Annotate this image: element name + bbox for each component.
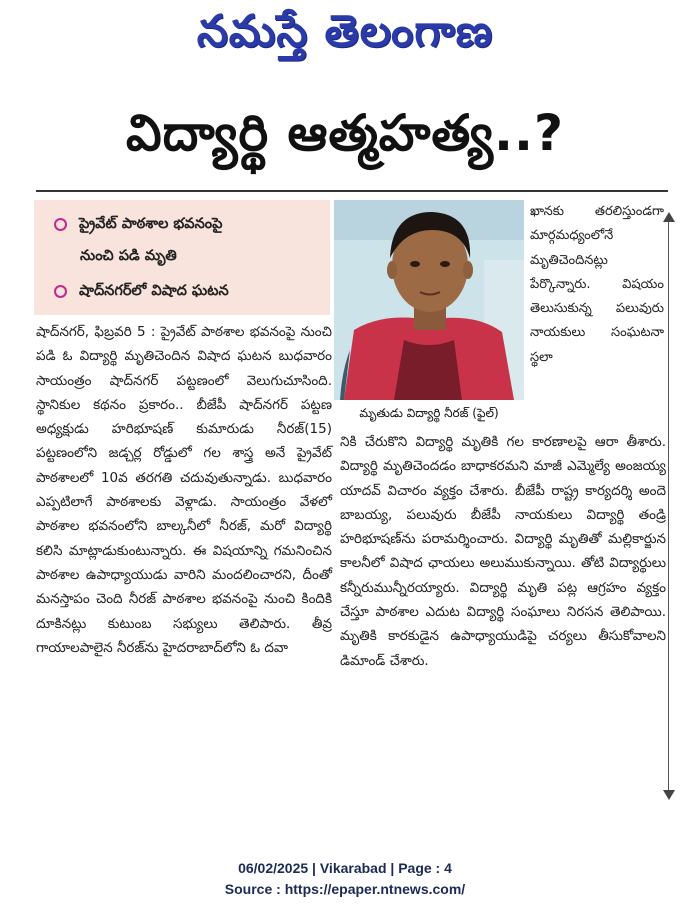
footer-source: Source : https://epaper.ntnews.com/ (224, 881, 466, 897)
headline-rule (36, 190, 668, 192)
article-column-3 (530, 200, 664, 370)
student-photo (334, 200, 524, 400)
article-paragraph: నికి చేరుకొని విద్యార్థి మృతికి గల కారణాలపై ఆరా తీశారు. విద్యార్థి మృతిచెందడం బాధాకరమని మాజీ ఎమ్మెల్యే అంజయ్య యాదవ్ విచారం వ్యక్తం చేశారు. బీజేపీ రాష్ట్ర కార్యదర్శి అందె బాబయ్య, పలువురు బీజేపీ నాయకులు విద్యార్థి తండ్రి హరిభూషణ్‌ను పరామర్శించారు. విద్యార్థి మృతితో మల్లికార్జున కాలనీలో విషాద ఛాయలు అలుముకున్నాయి. తోటి విద్యార్థులు కన్నీరుమున్నీరయ్యారు. విద్యార్థి మృతి పట్ల ఆగ్రహం వ్యక్తం చేస్తూ పాఠశాల ఎదుట విద్యార్థి సంఘాలు నిరసన తెలిపాయి. మృతికి కారకుడైన ఉపాధ్యాయుడిపై చర్యలు తీసుకోవాలని డిమాండ్ చేశారు. (340, 434, 666, 669)
article-column-1 (36, 320, 332, 660)
article-column-2 (340, 430, 666, 673)
highlight-item (54, 216, 222, 236)
highlight-item (54, 283, 229, 303)
scroll-down-arrow-icon[interactable] (663, 790, 675, 800)
masthead-title: నమస్తే తెలంగాణ (196, 6, 494, 57)
article-headline: విద్యార్థి ఆత్మహత్య..? (126, 104, 564, 162)
bullet-icon (54, 218, 67, 231)
photo-caption: మృతుడు విద్యార్థి నీరజ్ (ఫైల్) (359, 406, 499, 420)
highlight-text: ప్రైవేట్ పాఠశాల భవనంపై (79, 216, 223, 232)
highlight-item-continued: నుంచి పడి మృతి (80, 248, 177, 264)
scroll-track[interactable] (668, 222, 669, 792)
article-paragraph: ఖానకు తరలిస్తుండగా మార్గమధ్యంలోనే మృతిచెందినట్లు పేర్కొన్నారు. విషయం తెలుసుకున్న పలువురు నాయకులు సంఘటనా స్థలా (530, 204, 664, 365)
scroll-up-arrow-icon[interactable] (663, 212, 675, 222)
bullet-icon (54, 285, 67, 298)
footer-date-edition: 06/02/2025 | Vikarabad | Page : 4 (238, 860, 452, 876)
highlight-text: షాద్‌నగర్‌లో విషాద ఘటన (79, 283, 229, 299)
article-paragraph: షాద్‌నగర్, ఫిబ్రవరి 5 : ప్రైవేట్ పాఠశాల భవనంపై నుంచి పడి ఓ విద్యార్థి మృతిచెందిన విషాద ఘటన బుధవారం సాయంత్రం షాద్‌నగర్ పట్టణంలో వెలుగుచూసింది. స్థానికుల కథనం ప్రకారం.. బీజేపీ షాద్‌నగర్ పట్టణ అధ్యక్షుడు హరిభూషణ్ కుమారుడు నీరజ్(15) పట్టణంలోని జడ్చర్ల రోడ్డులో గల శాస్త్ర అనే ప్రైవేట్ పాఠశాలలో 10వ తరగతి చదువుతున్నాడు. బుధవారం ఎప్పటిలాగే పాఠశాలకు వెళ్లాడు. సాయంత్రం వేళలో పాఠశాల భవనంలోని బాల్కనీలో నీరజ్, మరో విద్యార్థి కలిసి మాట్లాడుకుంటున్నారు. ఈ విషయాన్ని గమనించిన పాఠశాల ఉపాధ్యాయుడు వారిని మందలించారని, దీంతో మనస్తాపం చెంది నీరజ్ పాఠశాల భవనంపై నుంచి కిందికి దూకినట్లు కుటుంబ సభ్యులు తెలిపారు. తీవ్ర గాయాలపాలైన నీరజ్‌ను హైదరాబాద్‌లోని ఓ దవా (36, 324, 332, 656)
highlights-box (34, 200, 330, 315)
